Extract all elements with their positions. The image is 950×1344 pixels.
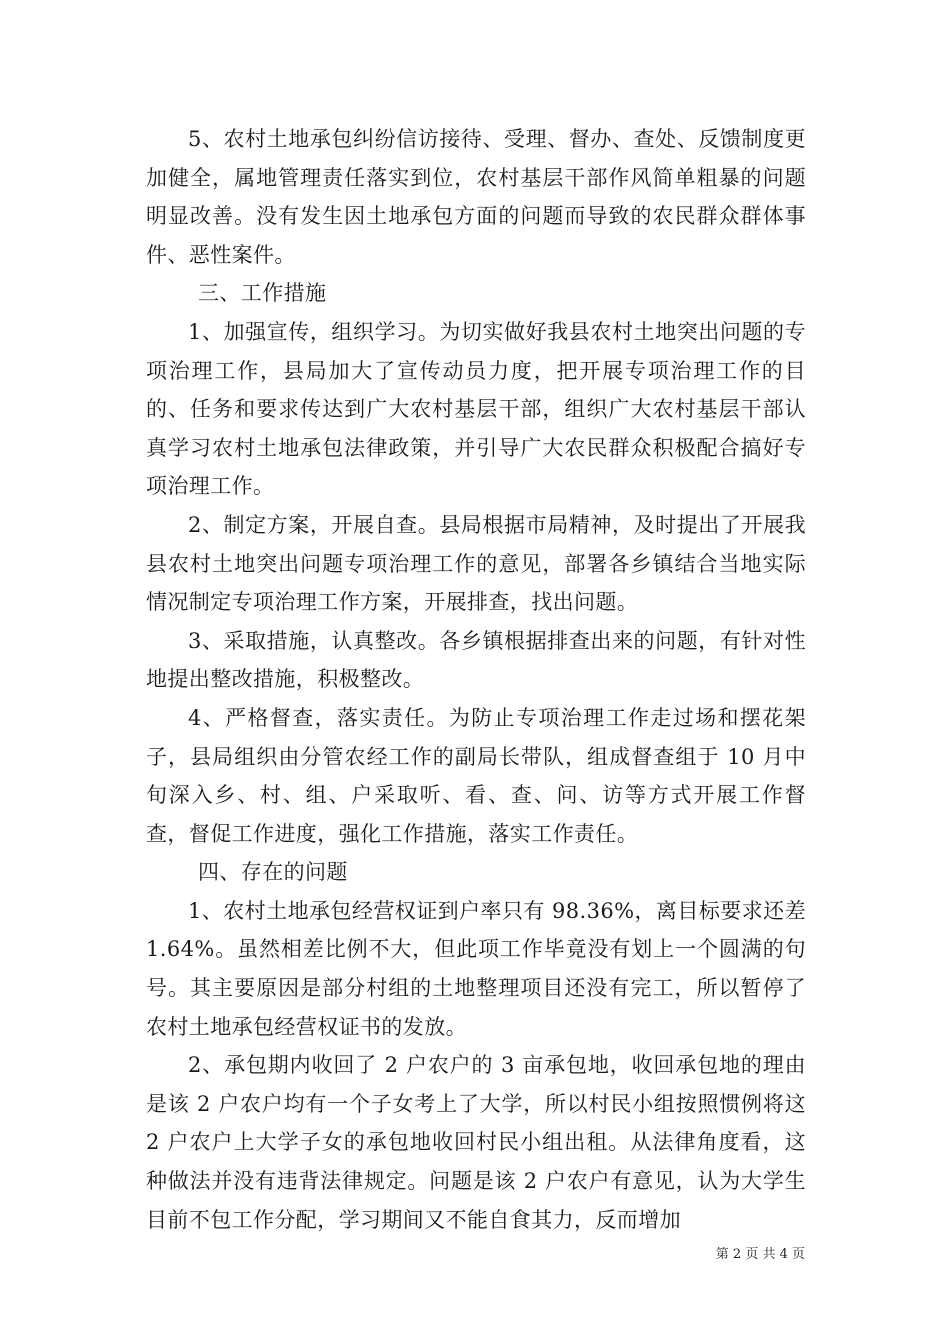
paragraph-problem-2: 2、承包期内收回了 2 户农户的 3 亩承包地，收回承包地的理由是该 2 户农户均有一个子女考上了大学，所以村民小组按照惯例将这 2 户农户上大学子女的承包地收回村民小组出租。从法律角度看，这种做法并没有违背法律规定。问题是该 2 户农户有意见，认为大学生目前不包工作分配，学习期间又不能自食其力，反而增加 bbox=[146, 1053, 806, 1232]
page-number-footer: 第 2 页 共 4 页 bbox=[715, 1247, 805, 1262]
paragraph-measure-1: 1、加强宣传，组织学习。为切实做好我县农村土地突出问题的专项治理工作，县局加大了宣传动员力度，把开展专项治理工作的目的、任务和要求传达到广大农村基层干部，组织广大农村基层干部认真学习农村土地承包法律政策，并引导广大农民群众积极配合搞好专项治理工作。 bbox=[146, 319, 806, 499]
paragraph-5-dispute-system: 5、农村土地承包纠纷信访接待、受理、督办、查处、反馈制度更加健全，属地管理责任落实到位，农村基层干部作风简单粗暴的问题明显改善。没有发生因土地承包方面的问题而导致的农民群众群体事件、恶性案件。 bbox=[146, 127, 806, 267]
paragraph-measure-4: 4、严格督查，落实责任。为防止专项治理工作走过场和摆花架子，县局组织由分管农经工作的副局长带队，组成督查组于 10 月中旬深入乡、村、组、户采取听、看、查、问、访等方式开展工作督查，督促工作进度，强化工作措施，落实工作责任。 bbox=[146, 705, 806, 846]
paragraph-measure-2: 2、制定方案，开展自查。县局根据市局精神，及时提出了开展我县农村土地突出问题专项治理工作的意见，部署各乡镇结合当地实际情况制定专项治理工作方案，开展排查，找出问题。 bbox=[146, 512, 806, 615]
paragraph-problem-1: 1、农村土地承包经营权证到户率只有 98.36%，离目标要求还差 1.64%。虽然相差比例不大，但此项工作毕竟没有划上一个圆满的句号。其主要原因是部分村组的土地整理项目还没有完工，所以暂停了农村土地承包经营权证书的发放。 bbox=[146, 898, 806, 1039]
section-heading-measures: 三、工作措施 bbox=[198, 281, 327, 306]
paragraph-measure-3: 3、采取措施，认真整改。各乡镇根据排查出来的问题，有针对性地提出整改措施，积极整改。 bbox=[146, 628, 806, 692]
section-heading-problems: 四、存在的问题 bbox=[198, 860, 348, 885]
document-body bbox=[146, 120, 806, 1239]
